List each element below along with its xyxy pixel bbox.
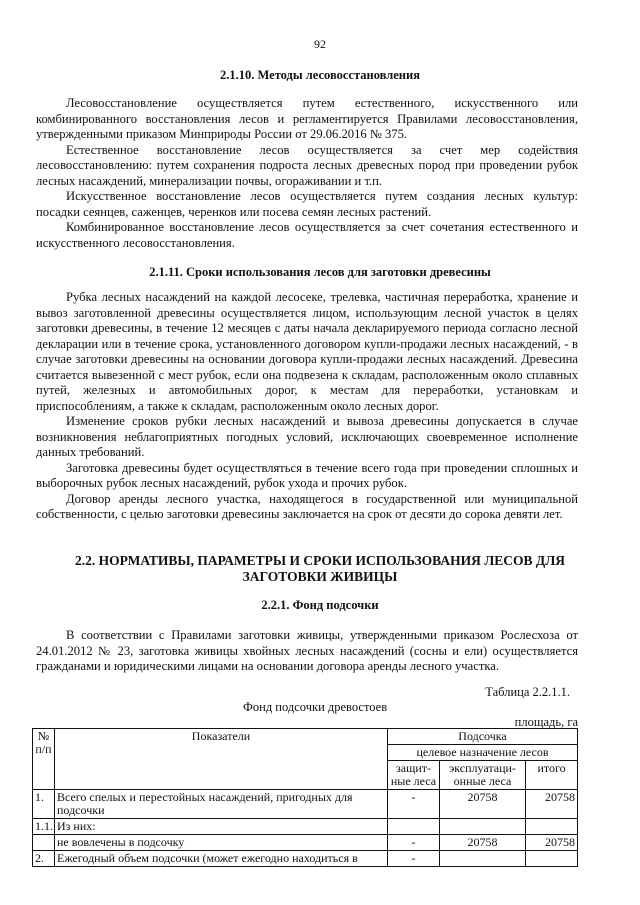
header-forest-purpose: целевое назначение лесов <box>388 745 578 761</box>
paragraph: Заготовка древесины будет осуществляться в течение всего года при проведении сплошных и выборочных рубок лесных насаждений, рубок ухода и прочих рубок. <box>36 460 578 490</box>
header-total: итого <box>526 761 578 790</box>
cell-exploitation: 20758 <box>440 790 526 819</box>
section-title-2-1-11: 2.1.11. Сроки использования лесов для заготовки древесины <box>149 265 491 279</box>
chapter-title-2-2: 2.2. НОРМАТИВЫ, ПАРАМЕТРЫ И СРОКИ ИСПОЛЬЗОВАНИЯ ЛЕСОВ ДЛЯ ЗАГОТОВКИ ЖИВИЦЫ <box>74 553 566 584</box>
cell-number <box>33 835 55 851</box>
table-label: Таблица 2.2.1.1. <box>485 685 570 699</box>
paragraph: Комбинированное восстановление лесов осуществляется за счет сочетания естественного и искусственного лесовосстановления. <box>36 220 578 250</box>
cell-total: 20758 <box>526 790 578 819</box>
cell-protective: - <box>388 835 440 851</box>
cell-number: 2. <box>33 851 55 867</box>
section-2-1-10-body <box>36 96 578 251</box>
table-units: площадь, га <box>514 715 578 729</box>
paragraph: Естественное восстановление лесов осуществляется за счет мер содействия лесовосстановлению: путем сохранения подроста лесных древесных пород при проведении рубок лесных насаждений, минерализации почвы, огораживании и т.п. <box>36 142 578 188</box>
cell-number: 1.1. <box>33 819 55 835</box>
table-row <box>33 851 578 867</box>
cell-indicator: не вовлечены в подсочку <box>55 835 388 851</box>
cell-number: 1. <box>33 790 55 819</box>
header-indicators: Показатели <box>55 729 388 790</box>
section-title-2-1-10: 2.1.10. Методы лесовосстановления <box>220 68 420 82</box>
paragraph: Изменение сроков рубки лесных насаждений и вывоза древесины допускается в случае возникновения неблагоприятных погодных условий, исключающих своевременное исполнение данных требований. <box>36 414 578 459</box>
cell-indicator: Всего спелых и перестойных насаждений, пригодных для подсочки <box>55 790 388 819</box>
section-title-2-2-1: 2.2.1. Фонд подсочки <box>261 598 379 612</box>
paragraph: Лесовосстановление осуществляется путем естественного, искусственного или комбинированного восстановления лесов и регламентируется Правилами лесовосстановления, утвержденными приказом Минприроды России от 29.06.2016 № 375. <box>36 96 578 141</box>
cell-indicator: Ежегодный объем подсочки (может ежегодно находиться в <box>55 851 388 867</box>
cell-protective: - <box>388 790 440 819</box>
forest-tapping-fund-table <box>32 728 578 867</box>
paragraph: Искусственное восстановление лесов осуществляется путем создания лесных культур: посадки сеянцев, саженцев, черенков или посева семян лесных растений. <box>36 189 578 219</box>
table-row <box>33 835 578 851</box>
header-number: № п/п <box>33 729 55 790</box>
header-tapping: Подсочка <box>388 729 578 745</box>
cell-total <box>526 851 578 867</box>
header-exploitation: эксплуатаци-онные леса <box>440 761 526 790</box>
paragraph: Договор аренды лесного участка, находящегося в государственной или муниципальной собственности, с целью заготовки древесины заключается на срок от десяти до сорока девяти лет. <box>36 491 578 521</box>
page-number: 92 <box>314 37 326 51</box>
cell-total <box>526 819 578 835</box>
section-2-2-1-body <box>36 628 578 675</box>
table-header-row <box>33 729 578 745</box>
cell-total: 20758 <box>526 835 578 851</box>
section-2-1-11-body <box>36 290 578 523</box>
cell-exploitation <box>440 851 526 867</box>
cell-indicator: Из них: <box>55 819 388 835</box>
cell-protective <box>388 819 440 835</box>
table-caption: Фонд подсочки древостоев <box>243 700 388 714</box>
cell-exploitation: 20758 <box>440 835 526 851</box>
cell-exploitation <box>440 819 526 835</box>
header-protective: защит-ные леса <box>388 761 440 790</box>
paragraph: Рубка лесных насаждений на каждой лесосеке, трелевка, частичная переработка, хранение и вывоз заготовленной древесины осуществляется лицом, использующим лесной участок в целях заготовки древесины, в течение 12 месяцев с даты начала декларируемого периода согласно лесной декларации или в течение срока, установленного договором купли-продажи лесных насаждений, - в случае заготовки древесины на основании договора купли-продажи лесных насаждений. Древесина считается вывезенной с мест рубок, если она подвезена к складам, расположенным около сплавных путей, железных и автомобильных дорог, к местам для переработки, установкам и приспособлениям, а также к складам, расположенным около лесных дорог. <box>36 290 578 413</box>
paragraph: В соответствии с Правилами заготовки живицы, утвержденными приказом Рослесхоза от 24.01.2012 № 23, заготовка живицы хвойных лесных насаждений (сосны и ели) осуществляется гражданами и юридическими лицами на основании договора аренды лесного участка. <box>36 628 578 673</box>
cell-protective: - <box>388 851 440 867</box>
table-row <box>33 819 578 835</box>
table-row <box>33 790 578 819</box>
